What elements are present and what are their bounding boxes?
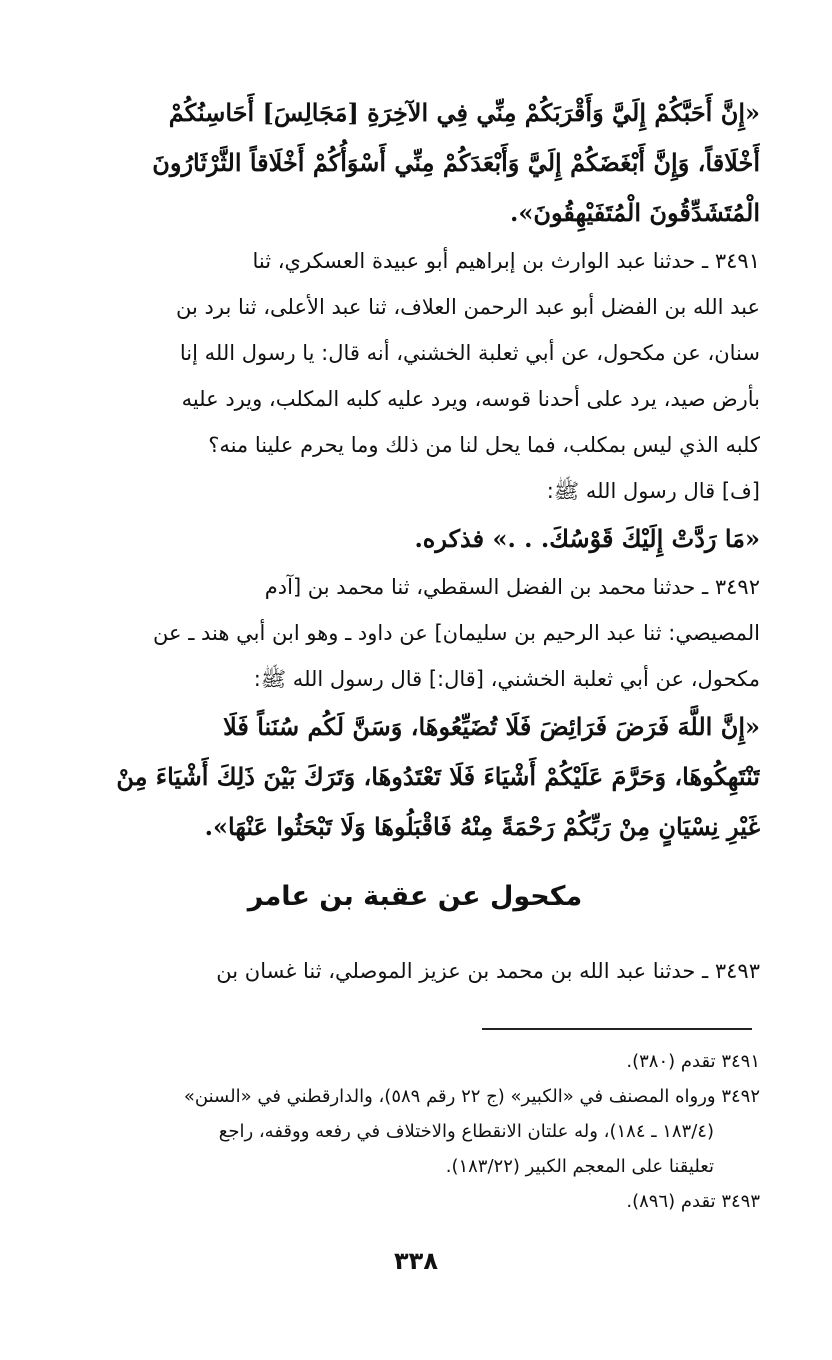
page-body xyxy=(70,88,760,994)
section-heading: مكحول عن عقبة بن عامر xyxy=(247,881,583,912)
hadith-text-line: «إِنَّ أَحَبَّكُمْ إِلَيَّ وَأَقْرَبَكُمْ مِنِّي فِي الآخِرَةِ [مَجَالِسَ] أَحَاسِنُكُمْ xyxy=(168,98,760,127)
isnad-line: عبد الله بن الفضل أبو عبد الرحمن العلاف، ثنا عبد الأعلى، ثنا برد بن xyxy=(176,295,760,319)
page-number: ٣٣٨ xyxy=(394,1247,438,1275)
footnotes xyxy=(70,1044,760,1219)
footnote-3492-continued: (١٨٣/٤ ـ ١٨٤)، وله علتان الانقطاع والاختلاف في رفعه ووقفه، راجع xyxy=(218,1121,714,1142)
isnad-line: المصيصي: ثنا عبد الرحيم بن سليمان] عن داود ـ وهو ابن أبي هند ـ عن xyxy=(153,621,760,645)
hadith-text-line: الْمُتَشَدِّقُونَ الْمُتَفَيْهِقُونَ». xyxy=(509,198,760,227)
isnad-line: بأرض صيد، يرد على أحدنا قوسه، ويرد عليه كلبه المكلب، ويرد عليه xyxy=(181,387,760,411)
footnote-3493: ٣٤٩٣ تقدم (٨٩٦). xyxy=(626,1191,760,1212)
hadith-text-line: تَنْتَهِكُوهَا، وَحَرَّمَ عَلَيْكُمْ أَشْيَاءَ فَلَا تَعْتَدُوهَا، وَتَرَكَ بَيْنَ ذَلِكَ أَشْيَاءَ مِنْ xyxy=(116,762,760,791)
footnote-3491: ٣٤٩١ تقدم (٣٨٠). xyxy=(626,1051,760,1072)
footnote-3492-continued: تعليقنا على المعجم الكبير (١٨٣/٢٢). xyxy=(445,1156,714,1177)
footnote-divider xyxy=(482,1028,752,1030)
isnad-line: سنان، عن مكحول، عن أبي ثعلبة الخشني، أنه قال: يا رسول الله إنا xyxy=(179,341,760,365)
isnad-line: [ف] قال رسول الله ﷺ: xyxy=(546,479,760,503)
hadith-text-line: «إِنَّ اللَّهَ فَرَضَ فَرَائِضَ فَلَا تُضَيِّعُوهَا، وَسَنَّ لَكُم سُنَناً فَلَا xyxy=(223,712,760,741)
isnad-line-3492: ٣٤٩٢ ـ حدثنا محمد بن الفضل السقطي، ثنا محمد بن [آدم xyxy=(264,575,760,599)
footnote-3492: ٣٤٩٢ ورواه المصنف في «الكبير» (ج ٢٢ رقم ٥٨٩)، والدارقطني في «السنن» xyxy=(183,1086,760,1107)
hadith-text-line: «مَا رَدَّتْ إِلَيْكَ قَوْسُكَ. . .» فذكره. xyxy=(414,524,760,553)
isnad-line-3493: ٣٤٩٣ ـ حدثنا عبد الله بن محمد بن عزيز الموصلي، ثنا غسان بن xyxy=(216,959,760,983)
isnad-line-3491: ٣٤٩١ ـ حدثنا عبد الوارث بن إبراهيم أبو عبيدة العسكري، ثنا xyxy=(252,249,760,273)
isnad-line: مكحول، عن أبي ثعلبة الخشني، [قال:] قال رسول الله ﷺ: xyxy=(253,667,760,691)
isnad-line: كلبه الذي ليس بمكلب، فما يحل لنا من ذلك وما يحرم علينا منه؟ xyxy=(208,433,760,457)
hadith-text-line: أَخْلَاقاً، وَإِنَّ أَبْغَضَكُمْ إِلَيَّ وَأَبْعَدَكُمْ مِنِّي أَسْوَأُكُمْ أَخْلَاقاً الثَّرْثَارُونَ xyxy=(152,148,760,177)
hadith-text-line: غَيْرِ نِسْيَانٍ مِنْ رَبِّكُمْ رَحْمَةً مِنْهُ فَاقْبَلُوهَا وَلَا تَبْحَثُوا عَنْهَا». xyxy=(204,812,760,841)
